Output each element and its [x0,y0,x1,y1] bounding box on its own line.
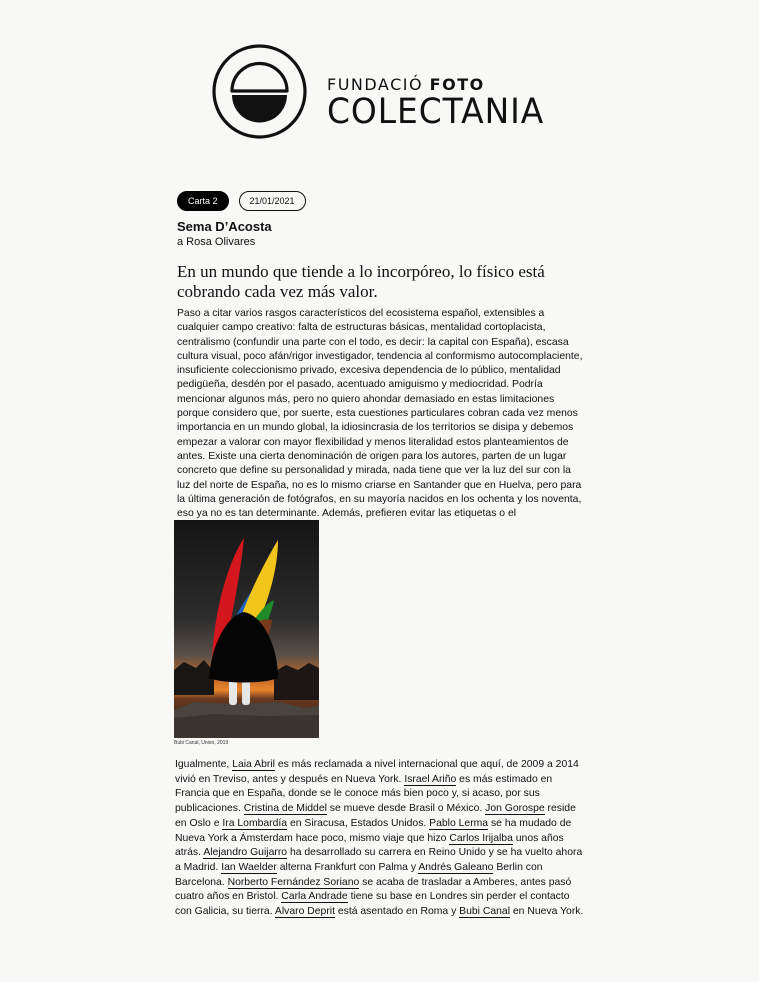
artist-link-alvaro-deprit[interactable]: Alvaro Deprit [274,906,335,918]
body-paragraph-1: Paso a citar varios rasgos característicos del ecosistema español, extensibles a cualquier campo creativo: falta de estructuras básicas, mentalidad cortoplacista, centralismo (confundir una parte con el todo, es decir: la capital con España), escasa cultura visual, poco afán/rigor investigador, tendencia al conformismo autocomplaciente, insuficiente coleccionismo privado, excesiva dependencia de lo público, mentalidad pedigüeña, desdén por el pasado, acentuado amiguismo y mediocridad. Podría mencionar algunos más, pero no quiero ahondar demasiado en estas limitaciones porque considero que, por suerte, esta cuestiones particulares cobran cada vez menos importancia en un mundo global, la idiosincrasia de los territorios se disipa y debemos empezar a valorar con mayor flexibilidad y menos literalidad estos planteamientos de antes. Existe una cierta denominación de origen para los autores, parten de un lugar concreto que define su personalidad y mirada, nada tiene que ver la luz del sur con la luz del norte de España, no es lo mismo criarse en Santander que en Huelva, pero para la última generación de fotógrafos, en su mayoría nacidos en los ochenta y los noventa, eso ya no es tan determinante. Además, prefieren evitar las etiquetas o el [177,308,583,520]
artist-link-alejandro-guijarro[interactable]: Alejandro Guijarro [203,847,288,859]
paragraph-text: Igualmente, [175,759,233,770]
artist-link-ian-waelder[interactable]: Ian Waelder [221,861,277,873]
category-tag[interactable]: Carta 2 [177,191,229,211]
artist-link-jon-gorospe[interactable]: Jon Gorospe [485,803,545,815]
paragraph-text: alterna Frankfurt con Palma y [276,861,419,873]
paragraph-text: en Nueva York. [510,906,584,918]
paragraph-text: se mueve desde Brasil o México. [326,803,486,815]
paragraph-text: se acaba de trasladar a Amberes, antes pasó cuatro años en Bristol. [175,876,572,903]
paragraph-text: reside en Oslo e [175,803,576,829]
photo-caption: Bubi Canal, Union, 2019 [174,740,229,746]
artist-link-laia-abril[interactable]: Laia Abril [232,759,275,770]
artist-link-ira-lombardia[interactable]: Ira Lombardía [222,817,288,829]
paragraph-text: ha desarrollado su carrera en Reino Unido y se ha vuelto ahora a Madrid. [175,847,583,873]
fundacio-foto-colectania-logo[interactable] [212,44,552,138]
artist-link-norberto-fernandez-soriano[interactable]: Norberto Fernández Soriano [227,876,360,888]
date-tag: 21/01/2021 [239,191,306,211]
artist-link-carla-andrade[interactable]: Carla Andrade [281,891,348,903]
lead-paragraph: En un mundo que tiende a lo incorpóreo, lo físico está cobrando cada vez más valor. [177,262,545,301]
artist-link-bubi-canal[interactable]: Bubi Canal [459,906,511,918]
paragraph-text: está asentado en Roma y [334,906,460,918]
colectania-logo-icon [212,44,307,139]
body-paragraph-2 [175,758,585,920]
paragraph-text: tiene su base en Londres sin perder el contacto con Galicia, su tierra. [175,891,570,918]
recipient-line: a Rosa Olivares [177,236,256,248]
paragraph-text: Berlin con Barcelona. [175,861,543,888]
paragraph-text: es más estimado en Francia que en España, donde se le conoce más bien poco y, si acaso, por sus publicaciones. [175,773,553,815]
artist-link-andres-galeano[interactable]: Andrés Galeano [418,861,494,873]
paragraph-text: en Siracusa, Estados Unidos. [287,817,430,829]
artwork-photo [174,520,319,738]
artist-link-pablo-lerma[interactable]: Pablo Lerma [429,817,489,829]
artist-link-israel-arino[interactable]: Israel Ariño [404,773,457,785]
artwork-photo-image [174,520,319,738]
logo-foto-text: FOTO [429,75,485,94]
paragraph-text: unos años atrás. [175,832,564,859]
author-name: Sema D’Acosta [177,219,272,234]
logo-colectania-text: COLECTANIA [327,92,545,132]
artist-link-cristina-de-middel[interactable]: Cristina de Middel [243,803,327,815]
paragraph-text: se ha mudado de Nueva York a Ámsterdam hace poco, mismo viaje que hizo [175,817,572,844]
logo-fundacio-text: FUNDACIÓ [327,75,430,94]
artist-link-carlos-irijalba[interactable]: Carlos Irijalba [449,832,513,844]
letter-tags [177,191,306,211]
paragraph-text: es más reclamada a nivel internacional que aquí, de 2009 a 2014 vivió en Treviso, antes y después en Nueva York. [175,759,579,785]
logo-wordmark [327,76,558,130]
